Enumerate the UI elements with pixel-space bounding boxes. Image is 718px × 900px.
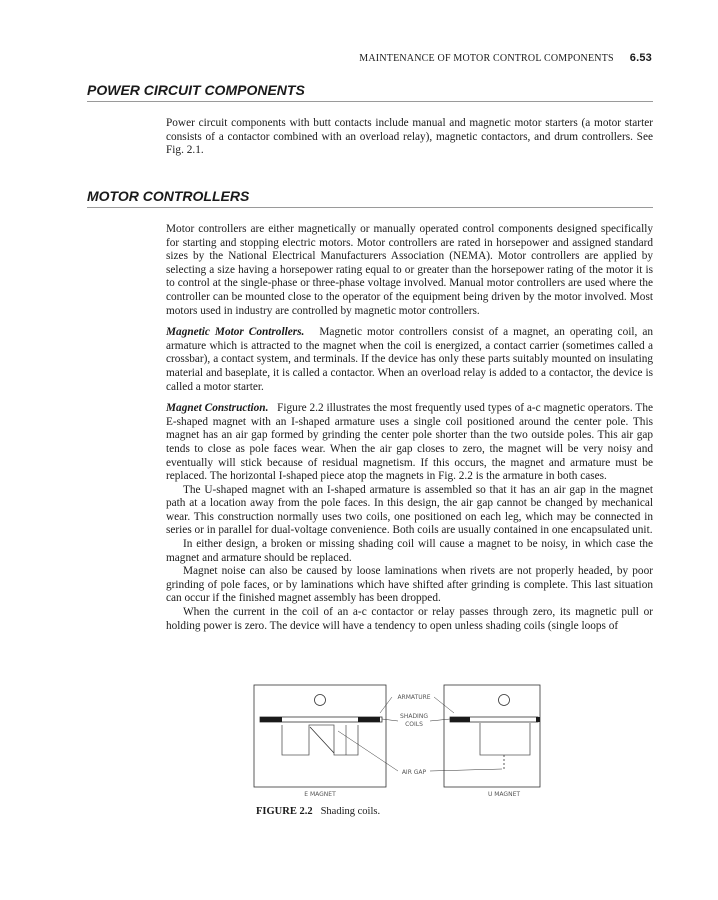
u-shading-coil-left xyxy=(450,717,470,722)
shading-coil-left xyxy=(260,717,282,722)
section-heading-motor-controllers: MOTOR CONTROLLERS xyxy=(87,188,653,208)
e-magnet-core xyxy=(282,725,358,755)
air-gap-label: AIR GAP xyxy=(401,769,427,776)
figure-caption xyxy=(256,806,380,817)
u-magnet-core xyxy=(480,723,530,755)
paragraph-magnet-construction xyxy=(166,402,653,484)
paragraph-text: Magnetic motor controllers consist of a magnet, an operating coil, an armature which is attracted to the magnet when the coil is energized, a contact carrier (sometimes called a crossbar), a contact system, and terminals. If the device has only these parts suitably mounted on insulating material and baseplate, it is called a contactor. When an overload relay is added to a contactor, the device is called a motor starter. xyxy=(166,326,653,393)
paragraph-magnetic-motor-controllers xyxy=(166,326,653,394)
caption-label: FIGURE 2.2 xyxy=(256,806,313,817)
leader-line xyxy=(430,769,502,771)
running-head xyxy=(0,52,652,64)
paragraph: Magnet noise can also be caused by loose laminations when rivets are not properly headed, by poor grinding of pole faces, or by laminations which have shifted after grinding is complete. This last situation can occur if the finished magnet assembly has been dropped. xyxy=(166,565,653,605)
paragraph: When the current in the coil of an a-c contactor or relay passes through zero, its magnetic pull or holding power is zero. The device will have a tendency to open unless shading coils (single loops of xyxy=(166,606,653,632)
u-magnet-hole xyxy=(499,695,510,706)
power-circuit-body xyxy=(166,117,653,158)
shading-label-line-2: COILS xyxy=(405,721,423,728)
shading-coil-right xyxy=(358,717,380,722)
leader-line xyxy=(382,719,398,721)
e-magnet-label: E MAGNET xyxy=(304,791,336,798)
u-magnet-frame xyxy=(444,685,540,787)
motor-controllers-body xyxy=(166,223,653,633)
e-magnet-hole xyxy=(315,695,326,706)
runin-heading: Magnet Construction. xyxy=(166,402,269,415)
paragraph-text: Figure 2.2 illustrates the most frequently used types of a-c magnetic operators. The E-shaped magnet with an I-shaped armature uses a single coil positioned around the center pole. This magnet has an air gap formed by grinding the center pole shorter than the two outside poles. This air gap tends to close as pole faces wear. When the air gap closes to zero, the magnet will be very noisy and eventually will stick because of residual magnetism. If this occurs, the magnet and armature must be replaced. The horizontal I-shaped piece atop the magnets in Fig. 2.2 is the armature in both cases. xyxy=(166,402,653,483)
u-shading-coil-right xyxy=(536,717,540,722)
air-gap-slash xyxy=(310,727,334,753)
paragraph: The U-shaped magnet with an I-shaped armature is assembled so that it has an air gap in the magnet path at a location away from the pole faces. In this design, the air gap cannot be changed by mechanical wear. This construction normally uses two coils, one positioned on each leg, which may be connected in series or in parallel for dual-voltage convenience. Both coils are usually contained in one encapsulated unit. xyxy=(166,483,653,537)
paragraph: Power circuit components with butt contacts include manual and magnetic motor starters (a motor starter consists of a contactor combined with an overload relay), magnetic contactors, and drum controllers. See Fig. 2.1. xyxy=(166,117,653,157)
paragraph: Motor controllers are either magnetically or manually operated control components designed specifically for starting and stopping electric motors. Motor controllers are rated in horsepower and assigned standard sizes by the National Electrical Manufacturers Association (NEMA). Motor controllers are applied by selecting a size having a horsepower rating equal to or greater than the horsepower rating of the motor it is to control at the single-phase or three-phase voltage involved. Manual motor controllers are used where the controller can be mounted close to the operator of the equipment being driven by the motor involved. Most motors used in industry are controlled by magnetic motor controllers. xyxy=(166,223,653,317)
page-number: 6.53 xyxy=(629,52,652,64)
e-magnet-frame xyxy=(254,685,386,787)
armature-label: ARMATURE xyxy=(397,694,431,701)
runin-heading: Magnetic Motor Controllers. xyxy=(166,326,305,339)
shading-label-line-1: SHADING xyxy=(400,713,428,720)
caption-text: Shading coils. xyxy=(320,806,381,817)
leader-line xyxy=(430,719,450,721)
paragraph: In either design, a broken or missing shading coil will cause a magnet to be noisy, in which case the magnet and armature should be replaced. xyxy=(166,538,653,564)
leader-line xyxy=(338,731,398,771)
shading-coils-figure xyxy=(252,683,542,801)
running-title: MAINTENANCE OF MOTOR CONTROL COMPONENTS xyxy=(359,53,614,64)
u-magnet-label: U MAGNET xyxy=(487,791,521,798)
section-heading-power-circuit: POWER CIRCUIT COMPONENTS xyxy=(87,82,653,102)
